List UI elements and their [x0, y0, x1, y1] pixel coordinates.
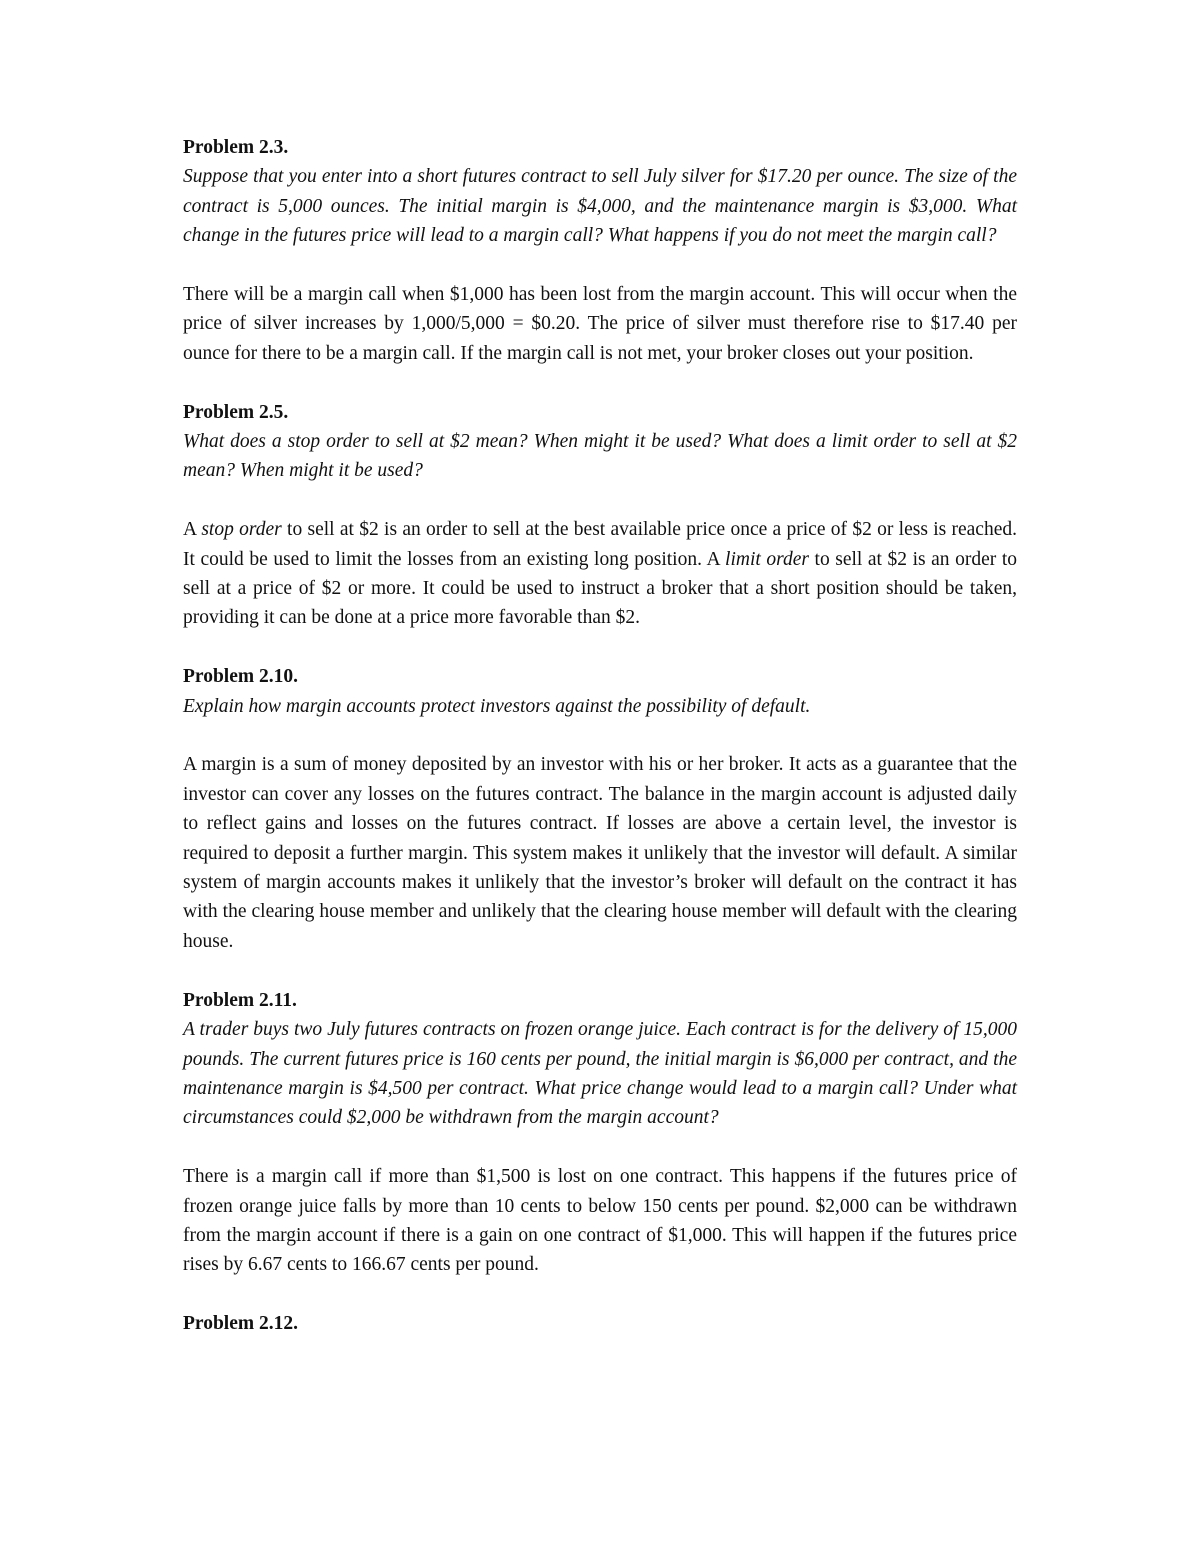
problem-answer: [183, 515, 1017, 633]
problem-title: Problem 2.3.: [183, 137, 289, 158]
problem-title: Problem 2.10.: [183, 666, 299, 688]
problem-2-11: [183, 986, 1017, 1280]
answer-text: to sell at $2 is an order to sell at the best available price once a price of $2 or less is reached. It could be used to limit the losses from an existing long position. A: [183, 519, 1017, 570]
answer-text: to sell at $2 is an order to sell at a price of $2 or more. It could be used to instruct a broker that a short position should be taken, providing it can be done at a price more favorable than $2.: [183, 548, 1017, 629]
answer-text: A: [183, 519, 202, 541]
problem-question: A trader buys two July futures contracts on frozen orange juice. Each contract is for the delivery of 15,000 pounds. The current futures price is 160 cents per pound, the initial margin is $6,000 per contract, and the maintenance margin is $4,500 per contract. What price change would lead to a margin call? Under what circumstances could $2,000 be withdrawn from the margin account?: [183, 1019, 1017, 1129]
document-page: [183, 133, 1017, 1368]
problem-2-5: [183, 398, 1017, 633]
problem-question: Suppose that you enter into a short futures contract to sell July silver for $17.20 per ounce. The size of the contract is 5,000 ounces. The initial margin is $4,000, and the maintenance margin is $3,000. What change in the futures price will lead to a margin call? What happens if you do not meet the margin call?: [183, 166, 1017, 247]
problem-2-12: [183, 1309, 1017, 1338]
stop-order-term: stop order: [201, 519, 282, 541]
problem-2-10: [183, 662, 1017, 956]
problem-question: What does a stop order to sell at $2 mean? When might it be used? What does a limit order to sell at $2 mean? When might it be used?: [183, 431, 1017, 482]
problem-2-3: [183, 133, 1017, 368]
problem-question: Explain how margin accounts protect investors against the possibility of default.: [183, 695, 811, 717]
problem-answer: There is a margin call if more than $1,500 is lost on one contract. This happens if the futures price of frozen orange juice falls by more than 10 cents to below 150 cents per pound. $2,000 can be withdrawn from the margin account if there is a gain on one contract of $1,000. This will happen if the futures price rises by 6.67 cents to 166.67 cents per pound.: [183, 1166, 1017, 1276]
limit-order-term: limit order: [725, 548, 809, 570]
problem-answer: There will be a margin call when $1,000 has been lost from the margin account. This will occur when the price of silver increases by 1,000/5,000 = $0.20. The price of silver must therefore rise to $17.40 per ounce for there to be a margin call. If the margin call is not met, your broker closes out your position.: [183, 284, 1017, 364]
problem-title: Problem 2.12.: [183, 1313, 299, 1335]
problem-title: Problem 2.11.: [183, 989, 297, 1011]
problem-title: Problem 2.5.: [183, 401, 289, 423]
problem-answer: A margin is a sum of money deposited by an investor with his or her broker. It acts as a guarantee that the investor can cover any losses on the futures contract. The balance in the margin account is adjusted daily to reflect gains and losses on the futures contract. If losses are above a certain level, the investor is required to deposit a further margin. This system makes it unlikely that the investor will default. A similar system of margin accounts makes it unlikely that the investor’s broker will default on the contract it has with the clearing house member and unlikely that the clearing house member will default with the clearing house.: [183, 754, 1017, 952]
